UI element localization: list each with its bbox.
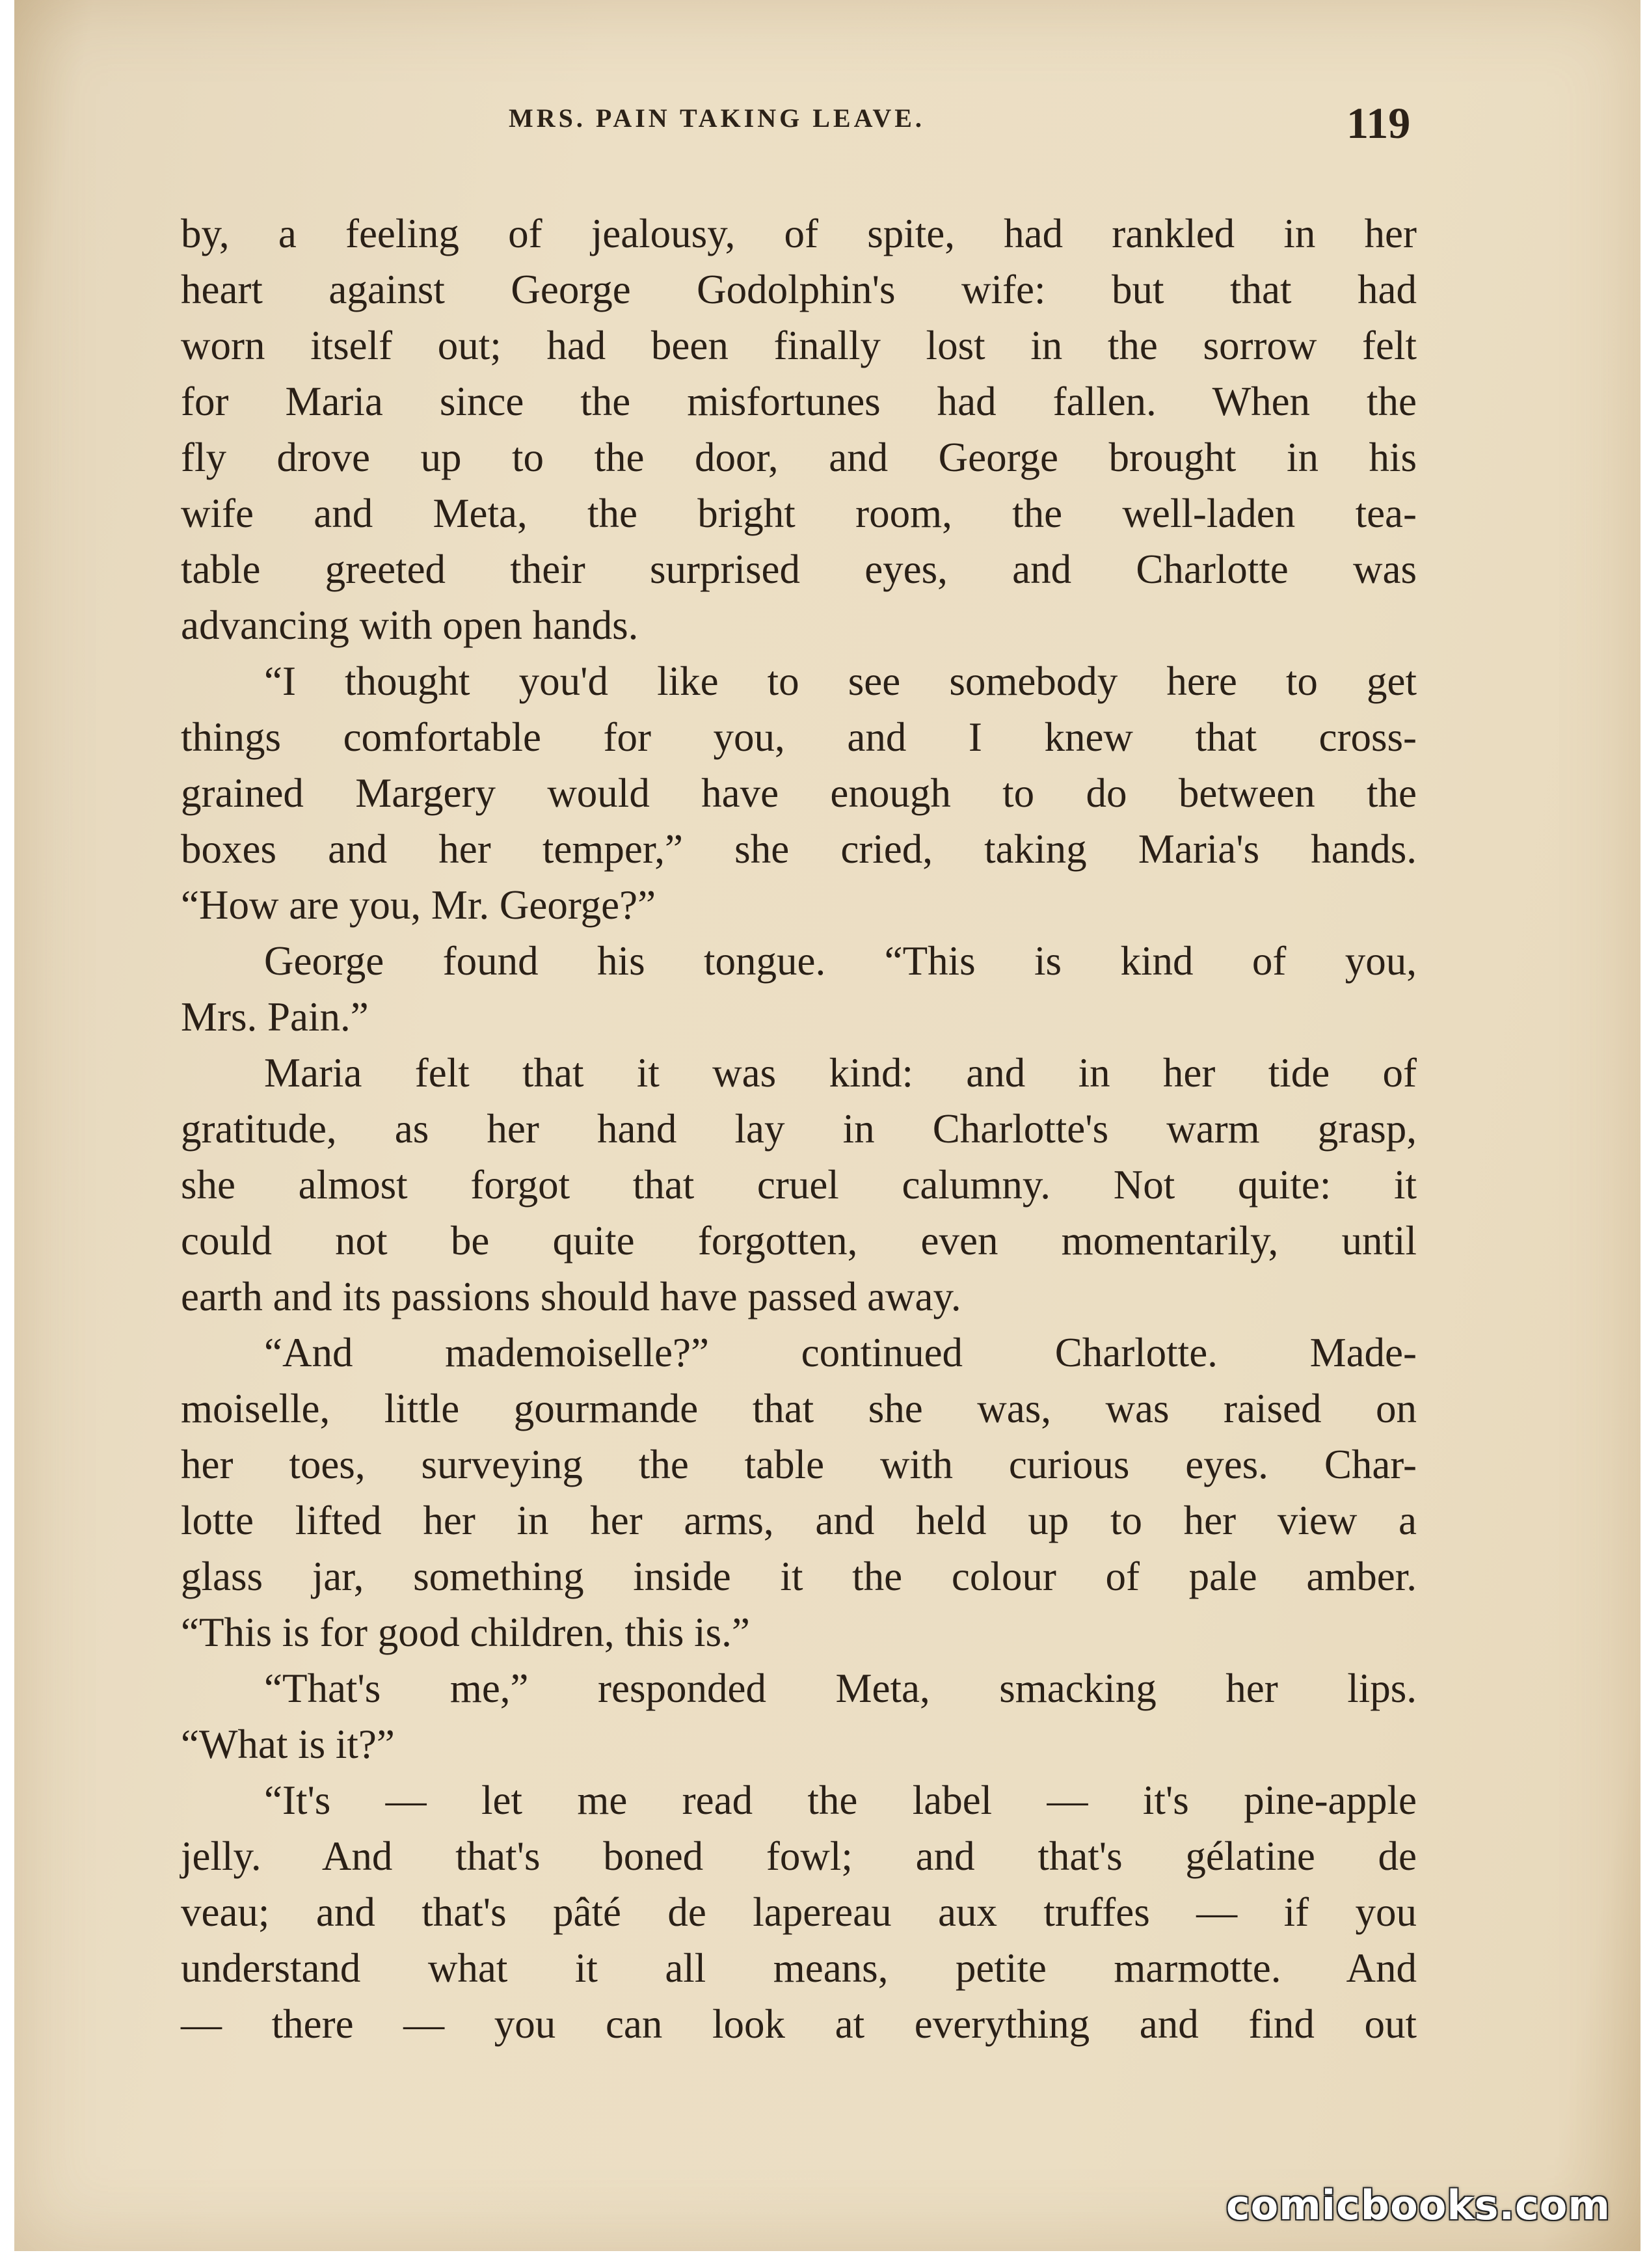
text-line: advancing with open hands.	[181, 602, 639, 648]
text-line: worn itself out; had been finally lost in the sorrow felt	[181, 323, 1417, 368]
text-line: for Maria since the misfortunes had fallen. When the	[181, 379, 1417, 424]
body-text	[181, 206, 1417, 2052]
text-line: earth and its passions should have passed away.	[181, 1274, 961, 1319]
text-line: moiselle, little gourmande that she was, was raised on	[181, 1386, 1417, 1431]
text-line: “And mademoiselle?” continued Charlotte. Made-	[264, 1330, 1417, 1375]
text-line: wife and Meta, the bright room, the well-laden tea-	[181, 491, 1417, 536]
text-line: “It's — let me read the label — it's pine-apple	[264, 1777, 1417, 1823]
text-line: understand what it all means, petite marmotte. And	[181, 1945, 1417, 1991]
text-line: veau; and that's pâté de lapereau aux truffes — if you	[181, 1889, 1417, 1935]
text-line: table greeted their surprised eyes, and Charlotte was	[181, 547, 1417, 592]
paragraph	[181, 206, 1417, 653]
text-line: “What is it?”	[181, 1721, 395, 1767]
paragraph	[181, 653, 1417, 933]
text-line: “This is for good children, this is.”	[181, 1610, 750, 1655]
paragraph	[181, 1772, 1417, 2052]
text-line: Mrs. Pain.”	[181, 994, 369, 1040]
text-line: lotte lifted her in her arms, and held up to her view a	[181, 1498, 1417, 1543]
paragraph	[181, 1325, 1417, 1660]
text-line: “I thought you'd like to see somebody here to get	[264, 658, 1417, 704]
text-line: fly drove up to the door, and George brought in his	[181, 435, 1417, 480]
page-number: 119	[1346, 98, 1411, 148]
text-line: by, a feeling of jealousy, of spite, had rankled in her	[181, 211, 1417, 256]
text-line: glass jar, something inside it the colour of pale amber.	[181, 1554, 1417, 1599]
text-line: grained Margery would have enough to do between the	[181, 770, 1417, 816]
running-head: MRS. PAIN TAKING LEAVE.	[509, 103, 925, 133]
text-line: jelly. And that's boned fowl; and that's gélatine de	[181, 1833, 1417, 1879]
book-page	[14, 0, 1640, 2251]
text-line: could not be quite forgotten, even momentarily, until	[181, 1218, 1417, 1263]
site-watermark: comicbooks.com	[1225, 2181, 1611, 2229]
text-line: she almost forgot that cruel calumny. Not quite: it	[181, 1162, 1417, 1208]
text-line: things comfortable for you, and I knew that cross-	[181, 714, 1417, 760]
text-line: “That's me,” responded Meta, smacking her lips.	[264, 1666, 1417, 1711]
text-line: George found his tongue. “This is kind of you,	[264, 938, 1417, 984]
paragraph	[181, 933, 1417, 1045]
text-line: Maria felt that it was kind: and in her tide of	[264, 1050, 1417, 1096]
text-line: “How are you, Mr. George?”	[181, 882, 656, 928]
text-line: heart against George Godolphin's wife: but that had	[181, 267, 1417, 312]
text-line: gratitude, as her hand lay in Charlotte's warm grasp,	[181, 1106, 1417, 1152]
text-line: — there — you can look at everything and find out	[181, 2001, 1417, 2047]
paragraph	[181, 1045, 1417, 1325]
paragraph	[181, 1660, 1417, 1772]
text-line: boxes and her temper,” she cried, taking Maria's hands.	[181, 826, 1417, 872]
text-line: her toes, surveying the table with curious eyes. Char-	[181, 1442, 1417, 1487]
